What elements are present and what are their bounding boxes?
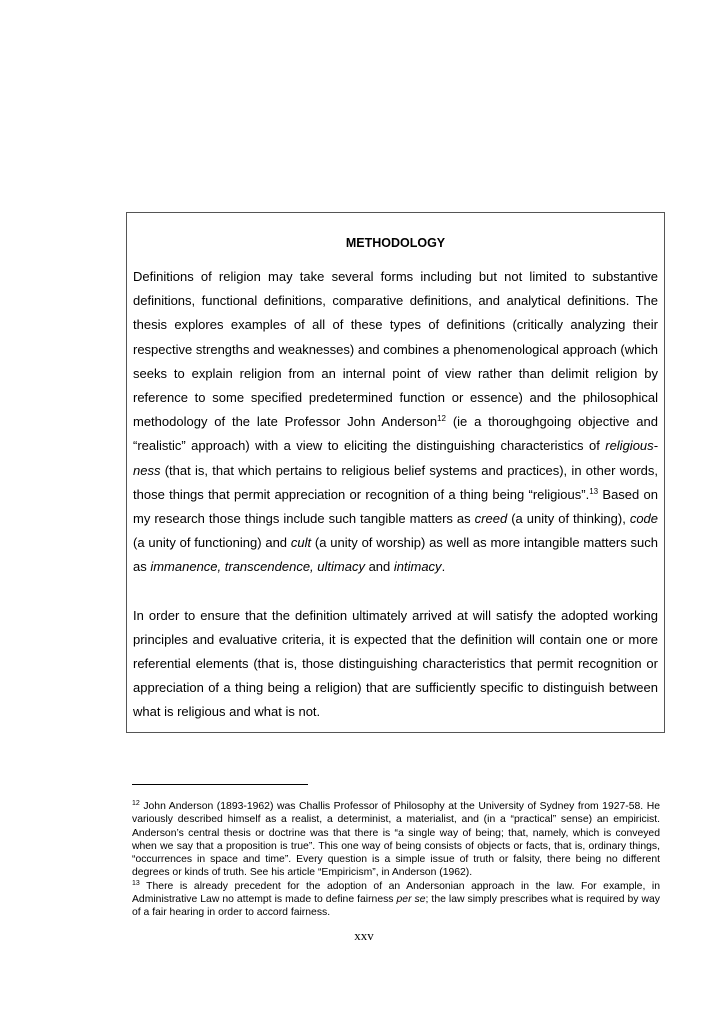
paragraph-1 [133,265,658,580]
footnote-13 [132,880,660,920]
code-term: code [629,511,659,527]
methodology-box [126,212,665,733]
paragraph-1-text-c: (that is, that which pertains to religious belief systems and practices), in other words, those things that permit appreciation or recognition of a thing being “religious”. [133,462,658,502]
footnotes [132,800,660,920]
paragraph-1-text-f: (a unity of functioning) and [133,535,291,551]
paragraph-1-end: . [441,559,446,575]
paragraph-1-text-d: Based on my research those things include such tangible matters as [133,486,659,527]
footnote-12 [132,800,660,880]
paragraph-1-text-g: (a unity of worship) as well as more intangible matters such as [133,535,658,575]
footnote-13-text-b: ; the law simply prescribes what is required by way of a fair hearing in order to accord fairness. [132,894,660,919]
creed-term: creed [474,511,508,527]
religiousness-term: religiousness [133,438,658,478]
page-number: xxv [354,928,374,943]
cult-term: cult [290,535,312,551]
footnote-12-text: John Anderson (1893-1962) was Challis Professor of Philosophy at the University of Sydney from 1927-58. He variously described himself as a realist, a determinist, a materialist, and (in a “practical” sense) an empiricist. Anderson’s central thesis or doctrine was that there is “a single way of being; that, namely, which is conveyed when we say that a proposition is true”. This one way of being consists of objects or facts, that is, ordinary things, “occurrences in space and time”. Every question is a simple issue of truth or falsity, there being no different degrees or kinds of truth. See his article “Empiricism”, in Anderson (1962). [132,801,660,879]
footnote-separator [132,784,308,785]
paragraph-1-text-b: (ie a thoroughgoing objective and “realistic” approach) with a view to eliciting the distinguishing characteristics of [133,414,658,454]
paragraph-1-text-e: (a unity of thinking), [507,511,630,527]
per-se-term: per se [396,894,426,906]
qualities-terms: immanence, transcendence, ultimacy [150,559,365,575]
footnote-13-number: 13 [132,879,140,887]
paragraph-1-text-a: Definitions of religion may take several forms including but not limited to substantive definitions, functional definitions, comparative definitions, and analytical definitions. The thesis explores examples of all of these types of definitions (critically analyzing their respective strengths and weaknesses) and combines a phenomenological approach (which seeks to explain religion from an internal point of view rather than delimit religion by reference to some specified predetermined function or essence) and the philosophical methodology of the late Professor John Anderson [133,269,658,430]
footnote-ref-13[interactable]: 13 [589,486,599,496]
footnote-12-number: 12 [132,800,140,807]
intimacy-term: intimacy [393,559,442,575]
footnote-ref-12[interactable]: 12 [437,414,446,424]
paragraph-2: In order to ensure that the definition ultimately arrived at will satisfy the adopted working principles and evaluative criteria, it is expected that the definition will contain one or more referential elements (that is, those distinguishing characteristics that permit recognition or appreciation of a thing being a religion) that are sufficiently specific to distinguish between what is religious and what is not. [133,607,658,720]
paragraph-1-and: and [364,559,394,575]
section-title: METHODOLOGY [345,236,446,250]
footnote-13-text-a: There is already precedent for the adoption of an Andersonian approach in the law. For example, in Administrative Law no attempt is made to define fairness [132,880,660,906]
